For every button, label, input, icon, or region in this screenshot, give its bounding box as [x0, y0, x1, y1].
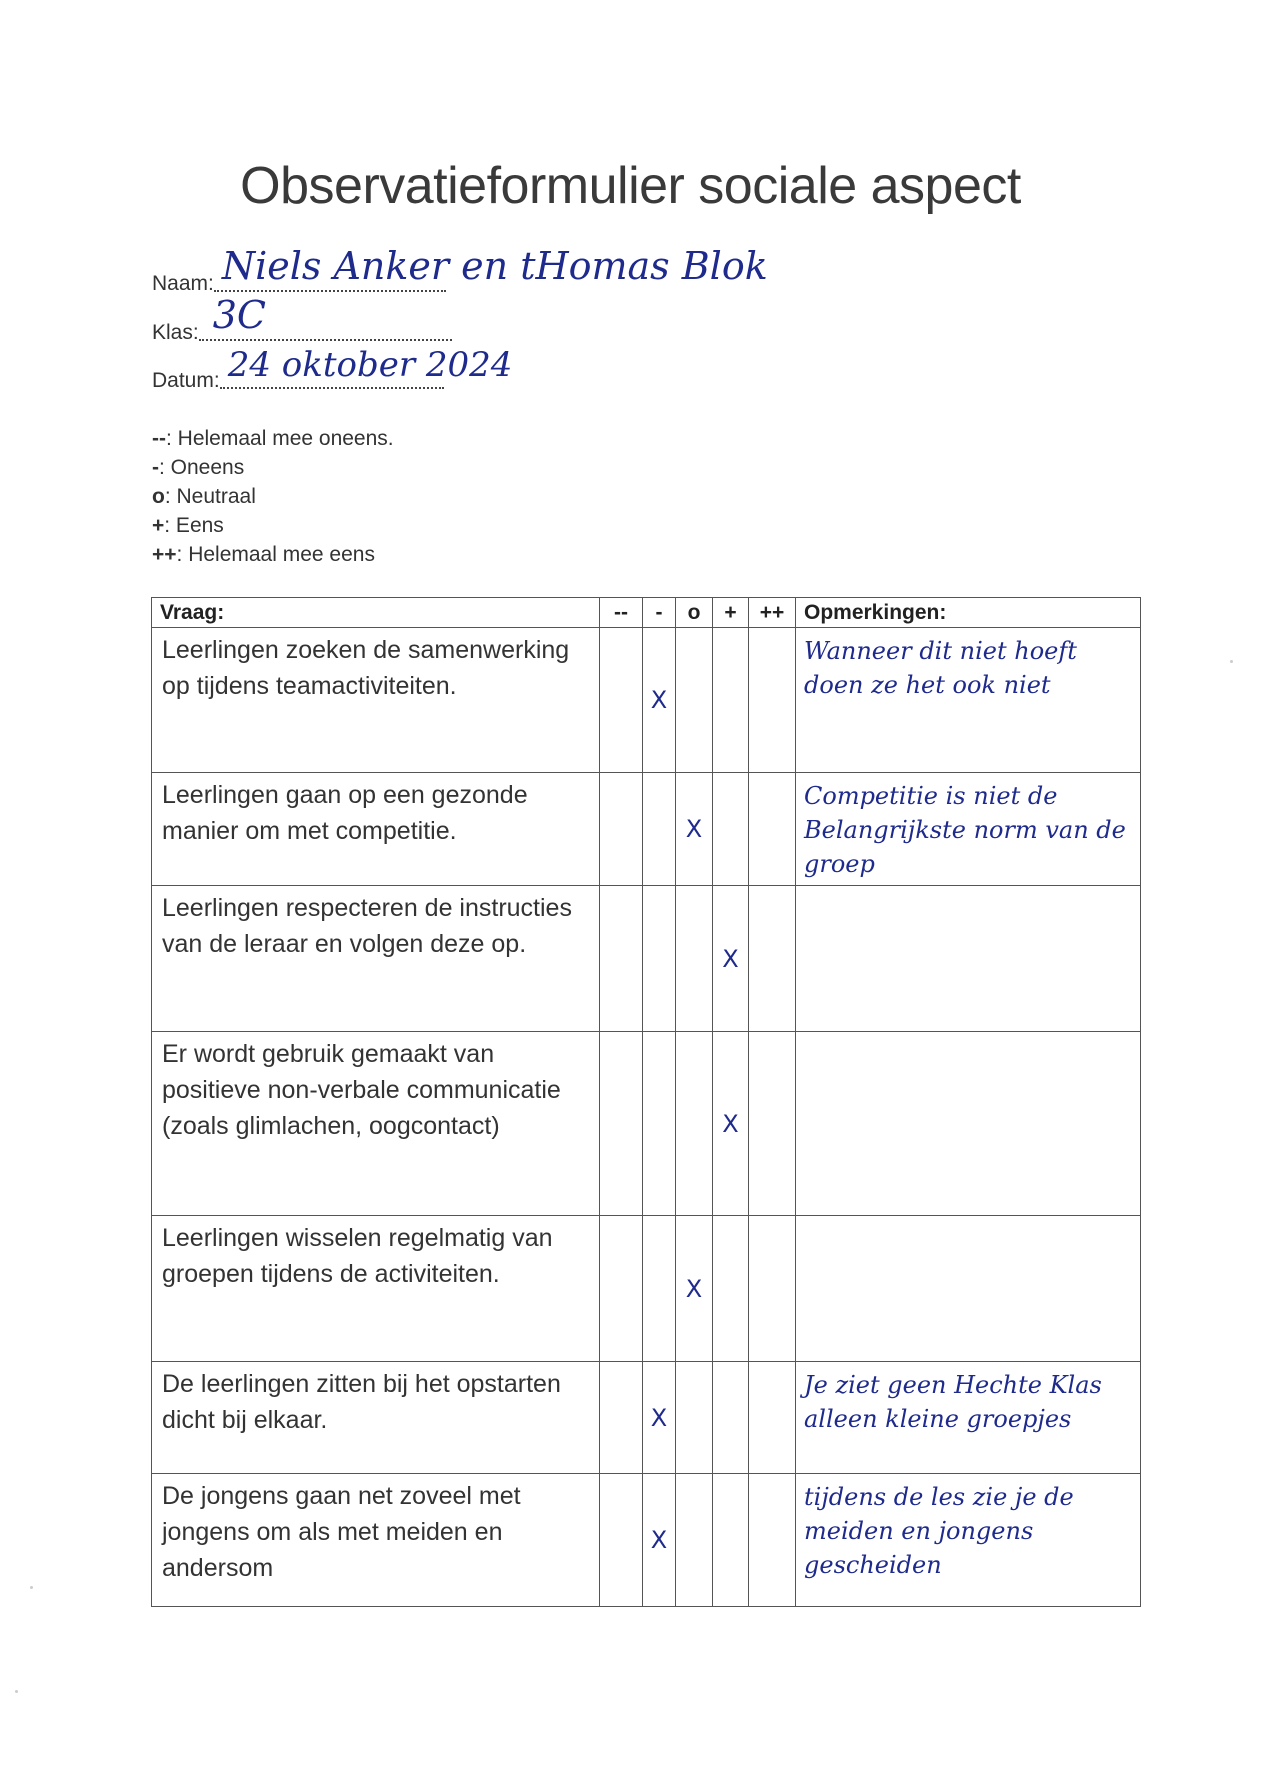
datum-value: 24 oktober 2024: [227, 345, 513, 385]
checkmark-x: X: [685, 815, 703, 843]
question-cell: Leerlingen respecteren de instructies van de leraar en volgen deze op.: [152, 886, 600, 1032]
rating-cell[interactable]: [749, 773, 796, 886]
table-row: [152, 886, 1141, 1032]
rating-cell[interactable]: [676, 628, 713, 773]
rating-cell[interactable]: [676, 1216, 713, 1362]
header-scale-strongly-disagree: --: [600, 598, 643, 628]
datum-line[interactable]: [220, 345, 513, 389]
scan-speck: [15, 1690, 18, 1693]
table-row: [152, 773, 1141, 886]
remark-cell[interactable]: [796, 1032, 1141, 1216]
rating-cell[interactable]: [713, 628, 749, 773]
rating-cell[interactable]: [600, 773, 643, 886]
rating-cell[interactable]: [600, 628, 643, 773]
checkmark-x: X: [722, 944, 739, 973]
checkmark-x: X: [722, 1109, 739, 1138]
scale-legend: [152, 424, 394, 569]
legend-item: +: Eens: [152, 514, 224, 537]
remark-cell[interactable]: tijdens de les zie je de meiden en jongens gescheiden: [796, 1474, 1141, 1607]
rating-cell[interactable]: [643, 628, 676, 773]
rating-cell[interactable]: [749, 1362, 796, 1474]
header-opmerkingen: Opmerkingen:: [796, 598, 1141, 628]
rating-cell[interactable]: [676, 1474, 713, 1607]
question-cell: De leerlingen zitten bij het opstarten dicht bij elkaar.: [152, 1362, 600, 1474]
legend-item: ++: Helemaal mee eens: [152, 543, 375, 566]
question-cell: Er wordt gebruik gemaakt van positieve non-verbale communicatie (zoals glimlachen, oogcontact): [152, 1032, 600, 1216]
rating-cell[interactable]: [713, 886, 749, 1032]
rating-cell[interactable]: [713, 1032, 749, 1216]
naam-field: [152, 244, 768, 296]
scan-speck: [1230, 660, 1233, 663]
remark-cell[interactable]: [796, 1216, 1141, 1362]
header-scale-strongly-agree: ++: [749, 598, 796, 628]
rating-cell[interactable]: [643, 1032, 676, 1216]
header-scale-neutral: o: [676, 598, 713, 628]
table-row: [152, 628, 1141, 773]
rating-cell[interactable]: [713, 1216, 749, 1362]
klas-value: 3C: [212, 293, 266, 337]
rating-cell[interactable]: [749, 886, 796, 1032]
checkmark-x: X: [650, 1526, 668, 1554]
remark-cell[interactable]: Wanneer dit niet hoeft doen ze het ook niet: [796, 628, 1141, 773]
rating-cell[interactable]: [749, 1216, 796, 1362]
scan-speck: [30, 1586, 33, 1589]
datum-field: [152, 345, 513, 393]
rating-cell[interactable]: [713, 1362, 749, 1474]
header-scale-disagree: -: [643, 598, 676, 628]
rating-cell[interactable]: [713, 1474, 749, 1607]
remark-cell[interactable]: [796, 886, 1141, 1032]
legend-item: -: Oneens: [152, 456, 245, 479]
table-row: [152, 1362, 1141, 1474]
table-row: [152, 1216, 1141, 1362]
question-cell: Leerlingen zoeken de samenwerking op tijdens teamactiviteiten.: [152, 628, 600, 773]
observation-table: [151, 597, 1141, 1607]
rating-cell[interactable]: [600, 886, 643, 1032]
rating-cell[interactable]: [643, 773, 676, 886]
rating-cell[interactable]: [600, 1216, 643, 1362]
rating-cell[interactable]: [643, 1362, 676, 1474]
datum-label: Datum:: [152, 369, 220, 392]
checkmark-x: X: [650, 686, 668, 714]
page-title: Observatieformulier sociale aspect: [240, 157, 1021, 215]
table-row: [152, 1032, 1141, 1216]
rating-cell[interactable]: [643, 1474, 676, 1607]
rating-cell[interactable]: [676, 1032, 713, 1216]
header-vraag: Vraag:: [152, 598, 600, 628]
rating-cell[interactable]: [676, 1362, 713, 1474]
rating-cell[interactable]: [749, 1032, 796, 1216]
rating-cell[interactable]: [749, 1474, 796, 1607]
checkmark-x: X: [685, 1274, 703, 1303]
header-scale-agree: +: [713, 598, 749, 628]
naam-label: Naam:: [152, 272, 214, 295]
klas-label: Klas:: [152, 321, 199, 344]
naam-line[interactable]: [214, 244, 768, 292]
rating-cell[interactable]: [643, 886, 676, 1032]
rating-cell[interactable]: [600, 1032, 643, 1216]
rating-cell[interactable]: [600, 1362, 643, 1474]
remark-cell[interactable]: Competitie is niet de Belangrijkste norm van de groep: [796, 773, 1141, 886]
question-cell: Leerlingen wisselen regelmatig van groepen tijdens de activiteiten.: [152, 1216, 600, 1362]
naam-value: Niels Anker en tHomas Blok: [221, 244, 768, 288]
rating-cell[interactable]: [676, 773, 713, 886]
question-cell: Leerlingen gaan op een gezonde manier om met competitie.: [152, 773, 600, 886]
table-row: [152, 1474, 1141, 1607]
klas-field: [152, 293, 452, 345]
table-header-row: [152, 598, 1141, 628]
klas-line[interactable]: [199, 293, 452, 341]
remark-cell[interactable]: Je ziet geen Hechte Klas alleen kleine groepjes: [796, 1362, 1141, 1474]
question-cell: De jongens gaan net zoveel met jongens om als met meiden en andersom: [152, 1474, 600, 1607]
rating-cell[interactable]: [676, 886, 713, 1032]
rating-cell[interactable]: [713, 773, 749, 886]
legend-item: o: Neutraal: [152, 485, 256, 508]
rating-cell[interactable]: [643, 1216, 676, 1362]
rating-cell[interactable]: [749, 628, 796, 773]
legend-item: --: Helemaal mee oneens.: [152, 427, 394, 450]
rating-cell[interactable]: [600, 1474, 643, 1607]
checkmark-x: X: [650, 1403, 668, 1432]
